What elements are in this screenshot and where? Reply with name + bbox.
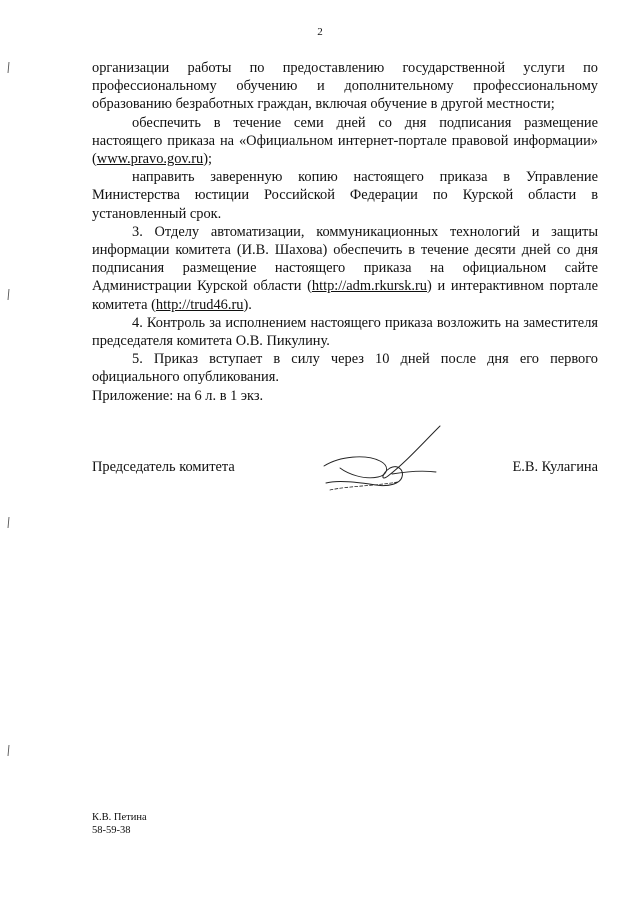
link-adm-rkursk[interactable]: http://adm.rkursk.ru: [311, 278, 428, 295]
binding-hole-mark: [7, 62, 10, 73]
paragraph-text-end: );: [203, 151, 213, 168]
signer-position: Председатель комитета: [92, 459, 235, 475]
binding-hole-mark: [7, 745, 10, 756]
binding-hole-mark: [7, 517, 10, 528]
executor-name: К.В. Петина: [92, 812, 147, 823]
page-number: 2: [317, 26, 323, 38]
paragraph-text-end: ).: [243, 296, 252, 313]
paragraph-item-4: 4. Контроль за исполнением настоящего приказа возложить на заместителя председателя комитета О.В. Пикулину.: [92, 314, 598, 350]
handwritten-signature: [318, 424, 448, 496]
link-pravo[interactable]: www.pravo.gov.ru: [96, 151, 204, 168]
paragraph-continuation: организации работы по предоставлению государственной услуги по профессиональному обучению и дополнительному профессиональному образованию безработных граждан, включая обучение в другой местности;: [92, 60, 598, 113]
paragraph-text: обеспечить в течение семи дней со дня подписания размещение настоящего приказа на «Официальном интернет-портале правовой информации» (: [92, 114, 598, 168]
paragraph-text-mid: ) и интерактивном портале комитета (: [92, 278, 599, 313]
executor-phone: 58-59-38: [92, 824, 131, 836]
paragraph-text: 3. Отделу автоматизации, коммуникационных технологий и защиты информации комитета (И.В. Шахова) обеспечить в течение десяти дней со дня подписания размещение настоящего приказа на официальном сайте Администрации Курской области (: [92, 223, 598, 295]
signer-name: Е.В. Кулагина: [512, 459, 598, 475]
document-body: [92, 59, 598, 387]
binding-hole-mark: [7, 289, 10, 300]
link-trud46[interactable]: http://trud46.ru: [155, 296, 244, 313]
paragraph-publish-portal: [92, 114, 598, 169]
attachment-note: Приложение: на 6 л. в 1 экз.: [92, 388, 264, 404]
paragraph-item-5: 5. Приказ вступает в силу через 10 дней после дня его первого официального опубликования.: [92, 351, 598, 386]
paragraph-send-copy: направить заверенную копию настоящего приказа в Управление Министерства юстиции Российской Федерации по Курской области в установленный срок.: [92, 169, 598, 222]
paragraph-item-3: [92, 223, 598, 314]
executor-info: [92, 812, 147, 837]
